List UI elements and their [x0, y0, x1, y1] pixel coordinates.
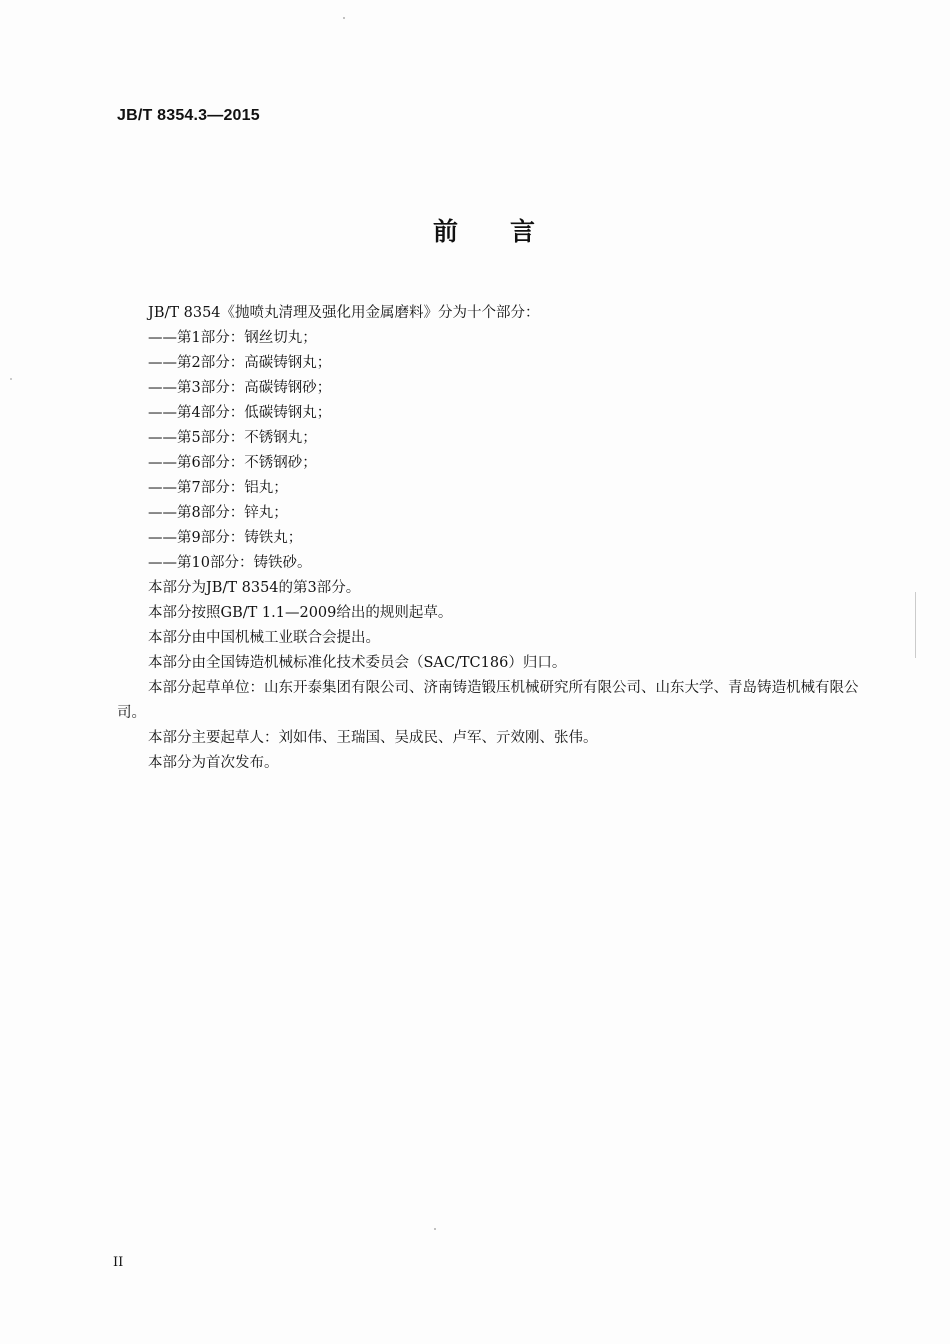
managed-by-statement: 本部分由全国铸造机械标准化技术委员会（SAC/TC186）归口。: [148, 655, 567, 671]
parts-list: [117, 326, 865, 576]
list-item: ——第3部分：高碳铸钢砂；: [148, 380, 332, 396]
proposed-by-statement: 本部分由中国机械工业联合会提出。: [148, 630, 380, 646]
list-item: ——第4部分：低碳铸钢丸；: [148, 405, 332, 421]
list-item: ——第5部分：不锈钢丸；: [148, 430, 317, 446]
list-item: ——第2部分：高碳铸钢丸；: [148, 355, 332, 371]
list-item: ——第8部分：锌丸；: [148, 505, 288, 521]
drafters-statement: 本部分主要起草人：刘如伟、王瑞国、吴成民、卢军、亓效刚、张伟。: [148, 730, 598, 746]
scan-dot-mark: [434, 1228, 436, 1230]
list-item: ——第1部分：钢丝切丸；: [148, 330, 317, 346]
page-title: 前言: [432, 217, 587, 246]
intro-paragraph: JB/T 8354《抛喷丸清理及强化用金属磨料》分为十个部分：: [148, 305, 540, 321]
drafting-rule-statement: 本部分按照GB/T 1.1—2009给出的规则起草。: [148, 605, 453, 621]
scan-dot-mark: [343, 17, 345, 19]
list-item: ——第9部分：铸铁丸；: [148, 530, 303, 546]
release-statement: 本部分为首次发布。: [148, 755, 279, 771]
list-item: ——第10部分：铸铁砂。: [148, 555, 312, 571]
scan-dot-mark: [10, 378, 12, 380]
page-number: II: [113, 1255, 124, 1270]
scan-line-mark: [915, 592, 916, 658]
part-of-statement: 本部分为JB/T 8354的第3部分。: [148, 580, 361, 596]
drafting-units-statement: 本部分起草单位：山东开泰集团有限公司、济南铸造锻压机械研究所有限公司、山东大学、青岛铸造机械有限公司。: [117, 680, 859, 721]
list-item: ——第7部分：铝丸；: [148, 480, 288, 496]
list-item: ——第6部分：不锈钢砂；: [148, 455, 317, 471]
document-code: JB/T 8354.3—2015: [117, 107, 260, 124]
foreword-body: [117, 301, 865, 776]
